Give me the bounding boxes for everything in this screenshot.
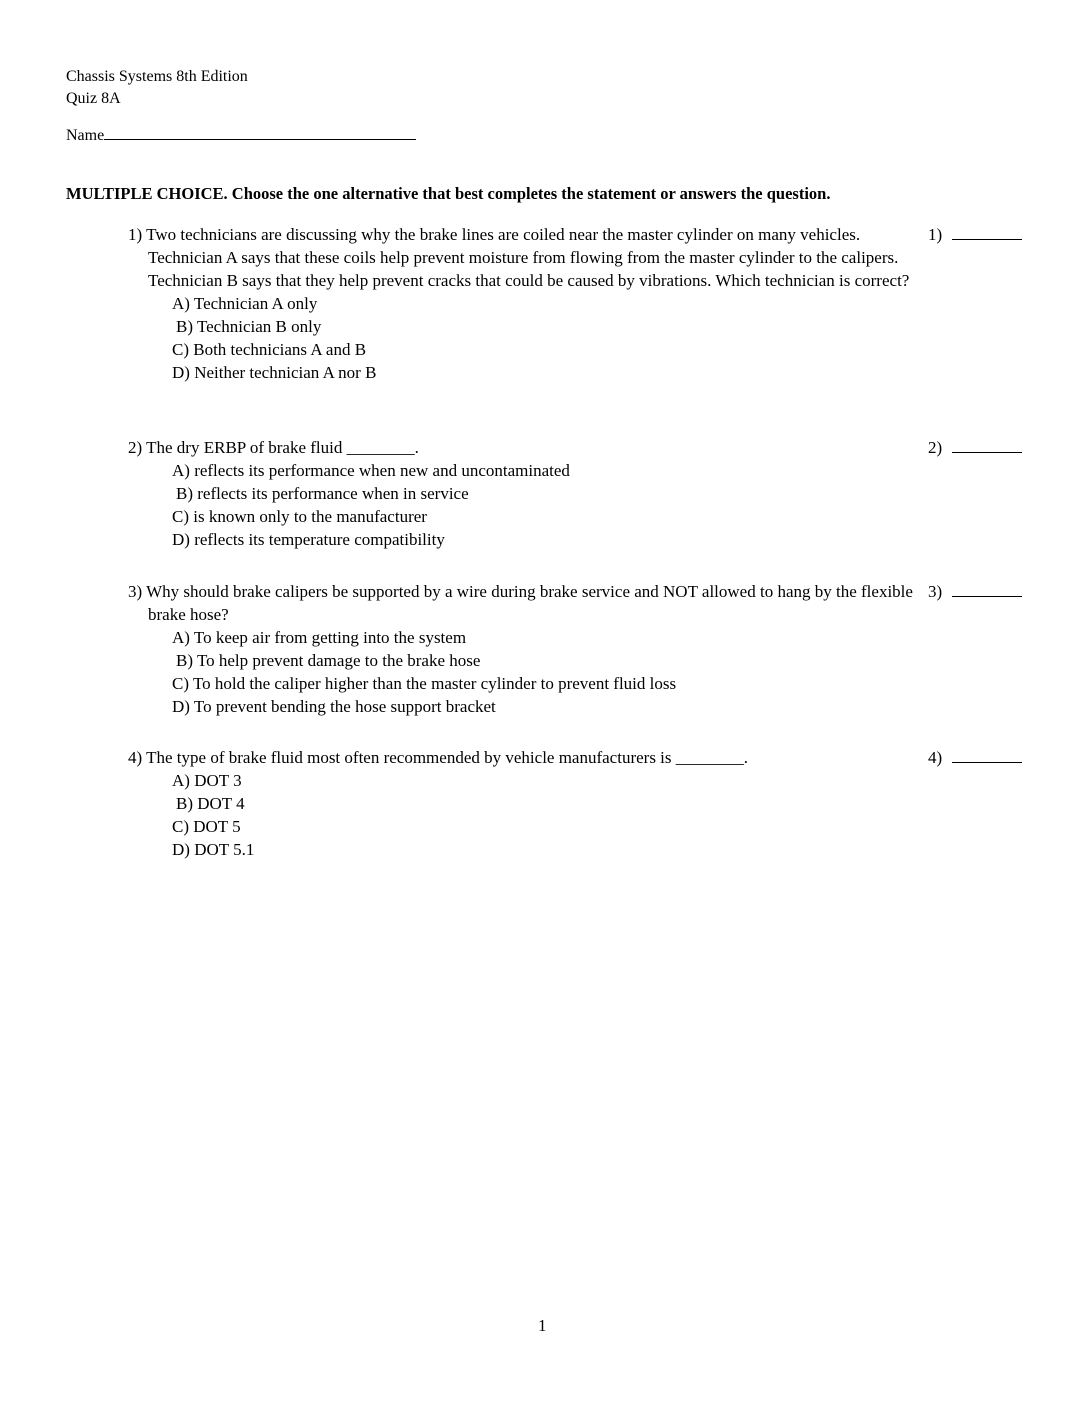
answer-option[interactable]: D) Neither technician A nor B [172,363,377,382]
question-stem: The dry ERBP of brake fluid ________. [146,438,419,457]
answer-option[interactable]: D) To prevent bending the hose support bracket [172,697,496,716]
question-2 [128,436,918,551]
answer-option[interactable]: D) DOT 5.1 [172,840,255,859]
answer-option[interactable]: C) To hold the caliper higher than the master cylinder to prevent fluid loss [172,674,677,693]
answer-option[interactable]: A) reflects its performance when new and uncontaminated [172,461,570,480]
question-3 [128,580,918,718]
answer-option[interactable]: B) To help prevent damage to the brake hose [176,651,481,670]
question-number: 1) [128,225,143,244]
answer-option[interactable]: A) Technician A only [172,294,318,313]
course-title: Chassis Systems 8th Edition [66,68,248,85]
question-number: 3) [128,582,143,601]
answer-label: 3) [928,582,943,601]
answer-slot-2[interactable] [928,436,1022,459]
instructions: MULTIPLE CHOICE. Choose the one alternative that best completes the statement or answers the question. [66,184,831,203]
answer-blank[interactable] [952,748,1022,763]
answer-option[interactable]: B) DOT 4 [176,794,245,813]
question-stem: Why should brake calipers be supported by a wire during brake service and NOT allowed to hang by the flexible brake hose? [146,582,913,624]
page-number: 1 [538,1316,547,1335]
answer-slot-4[interactable] [928,746,1022,769]
answer-option[interactable]: B) reflects its performance when in service [176,484,469,503]
name-label: Name [66,127,105,144]
question-1 [128,223,918,384]
quiz-title: Quiz 8A [66,90,121,107]
answer-label: 4) [928,748,943,767]
answer-option[interactable]: B) Technician B only [176,317,322,336]
question-text [128,436,918,459]
answer-label: 1) [928,225,943,244]
answer-option[interactable]: A) To keep air from getting into the system [172,628,467,647]
question-4 [128,746,918,861]
answer-blank[interactable] [952,582,1022,597]
answer-option[interactable]: C) Both technicians A and B [172,340,367,359]
answer-option[interactable]: D) reflects its temperature compatibility [172,530,445,549]
question-stem: The type of brake fluid most often recommended by vehicle manufacturers is ________. [146,748,749,767]
question-text [128,580,918,626]
answer-label: 2) [928,438,943,457]
answer-option[interactable]: C) DOT 5 [172,817,241,836]
question-stem: Two technicians are discussing why the brake lines are coiled near the master cylinder on many vehicles. Technician A says that these coils help prevent moisture from flowing from the master cylinder to the calipers. Technician B says that they help prevent cracks that could be caused by vibrations. Which technician is correct? [146,225,910,290]
question-text [128,746,918,769]
answer-blank[interactable] [952,438,1022,453]
name-field[interactable] [66,125,416,147]
question-number: 2) [128,438,143,457]
answer-option[interactable]: C) is known only to the manufacturer [172,507,427,526]
question-text [128,223,918,292]
question-number: 4) [128,748,143,767]
answer-option[interactable]: A) DOT 3 [172,771,242,790]
name-blank[interactable] [104,125,416,140]
answer-blank[interactable] [952,225,1022,240]
answer-slot-3[interactable] [928,580,1022,603]
answer-slot-1[interactable] [928,223,1022,246]
